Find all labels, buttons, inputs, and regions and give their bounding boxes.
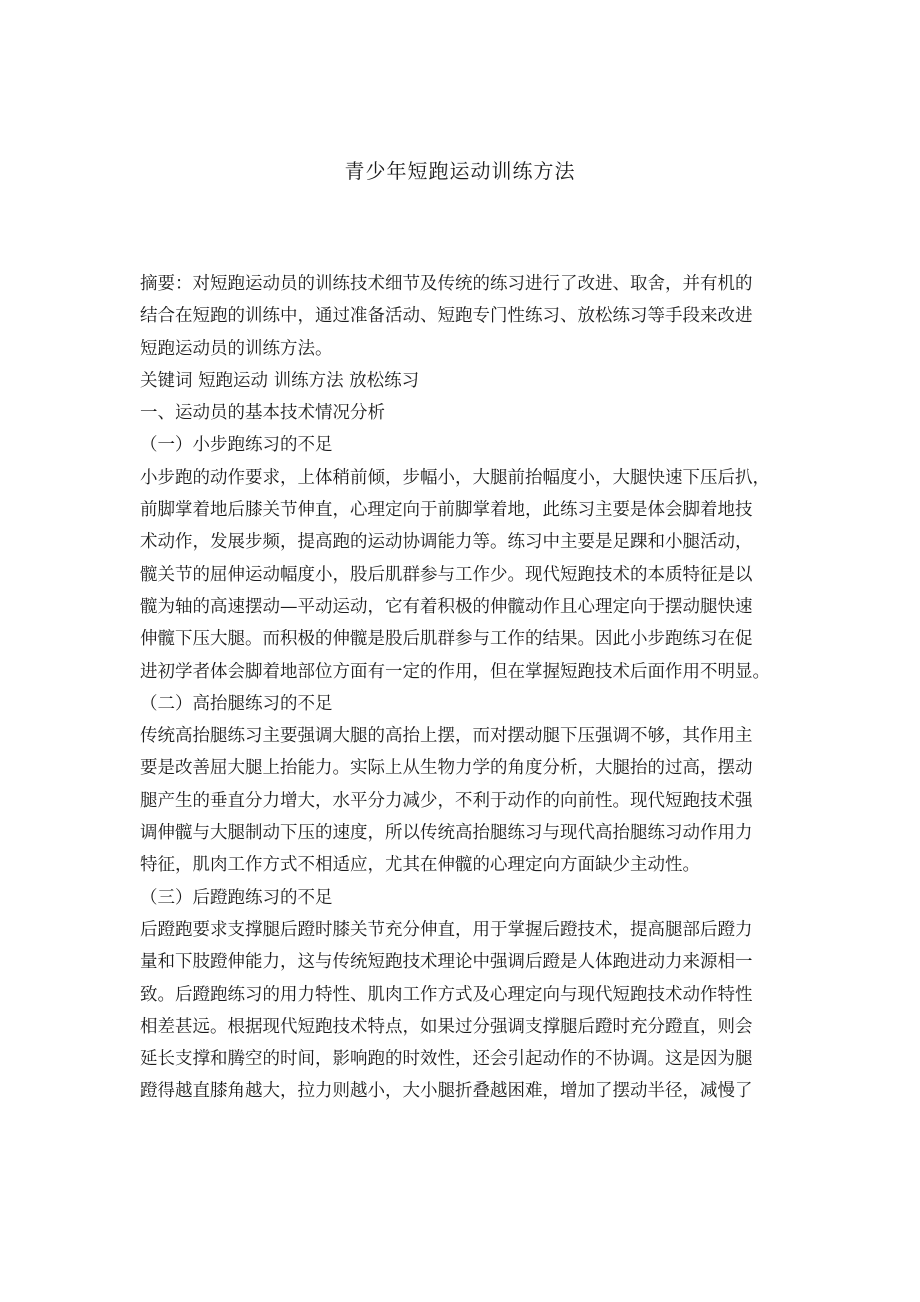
text-line: 特征，肌肉工作方式不相适应，尤其在伸髋的心理定向方面缺少主动性。 [140,855,700,876]
text-line: （三）后蹬跑练习的不足 [140,887,333,908]
text-line: 传统高抬腿练习主要强调大腿的高抬上摆，而对摆动腿下压强调不够，其作用主 [140,726,753,747]
text-line: 小步跑的动作要求，上体稍前倾，步幅小，大腿前抬幅度小，大腿快速下压后扒， [140,467,770,488]
text-line: 要是改善屈大腿上抬能力。实际上从生物力学的角度分析，大腿抬的过高，摆动 [140,758,753,779]
document-title: 青少年短跑运动训练方法 [344,159,576,183]
text-line: 一、运动员的基本技术情况分析 [140,403,385,424]
text-line: 髋关节的屈伸运动幅度小，股后肌群参与工作少。现代短跑技术的本质特征是以 [140,564,753,585]
text-line: 后蹬跑要求支撑腿后蹬时膝关节充分伸直，用于掌握后蹬技术，提高腿部后蹬力 [140,919,753,940]
text-line: 术动作，发展步频，提高跑的运动协调能力等。练习中主要是足踝和小腿活动， [140,532,753,553]
text-line: 结合在短跑的训练中，通过准备活动、短跑专门性练习、放松练习等手段来改进 [140,306,753,327]
text-line: 进初学者体会脚着地部位方面有一定的作用，但在掌握短跑技术后面作用不明显。 [140,661,770,682]
text-line: 短跑运动员的训练方法。 [140,338,333,359]
text-line: （一）小步跑练习的不足 [140,435,333,456]
text-line: 伸髋下压大腿。而积极的伸髋是股后肌群参与工作的结果。因此小步跑练习在促 [140,629,753,650]
text-line: 相差甚远。根据现代短跑技术特点，如果过分强调支撑腿后蹬时充分蹬直，则会 [140,1016,753,1037]
text-line: 调伸髋与大腿制动下压的速度，所以传统高抬腿练习与现代高抬腿练习动作用力 [140,823,753,844]
text-line: 延长支撑和腾空的时间，影响跑的时效性，还会引起动作的不协调。这是因为腿 [140,1049,753,1070]
text-line: 量和下肢蹬伸能力，这与传统短跑技术理论中强调后蹬是人体跑进动力来源相一 [140,952,753,973]
text-line: 致。后蹬跑练习的用力特性、肌肉工作方式及心理定向与现代短跑技术动作特性 [140,984,753,1005]
text-line: 关键词 短跑运动 训练方法 放松练习 [140,370,420,391]
text-line: 蹬得越直膝角越大，拉力则越小，大小腿折叠越困难，增加了摆动半径，减慢了 [140,1081,753,1102]
text-line: （二）高抬腿练习的不足 [140,693,333,714]
text-line: 髋为轴的高速摆动—平动运动，它有着积极的伸髋动作且心理定向于摆动腿快速 [140,596,753,617]
text-line: 前脚掌着地后膝关节伸直，心理定向于前脚掌着地，此练习主要是体会脚着地技 [140,500,753,521]
text-line: 腿产生的垂直分力增大，水平分力减少，不利于动作的向前性。现代短跑技术强 [140,790,753,811]
document-body [140,268,794,1108]
text-line: 摘要：对短跑运动员的训练技术细节及传统的练习进行了改进、取舍，并有机的 [140,274,753,294]
